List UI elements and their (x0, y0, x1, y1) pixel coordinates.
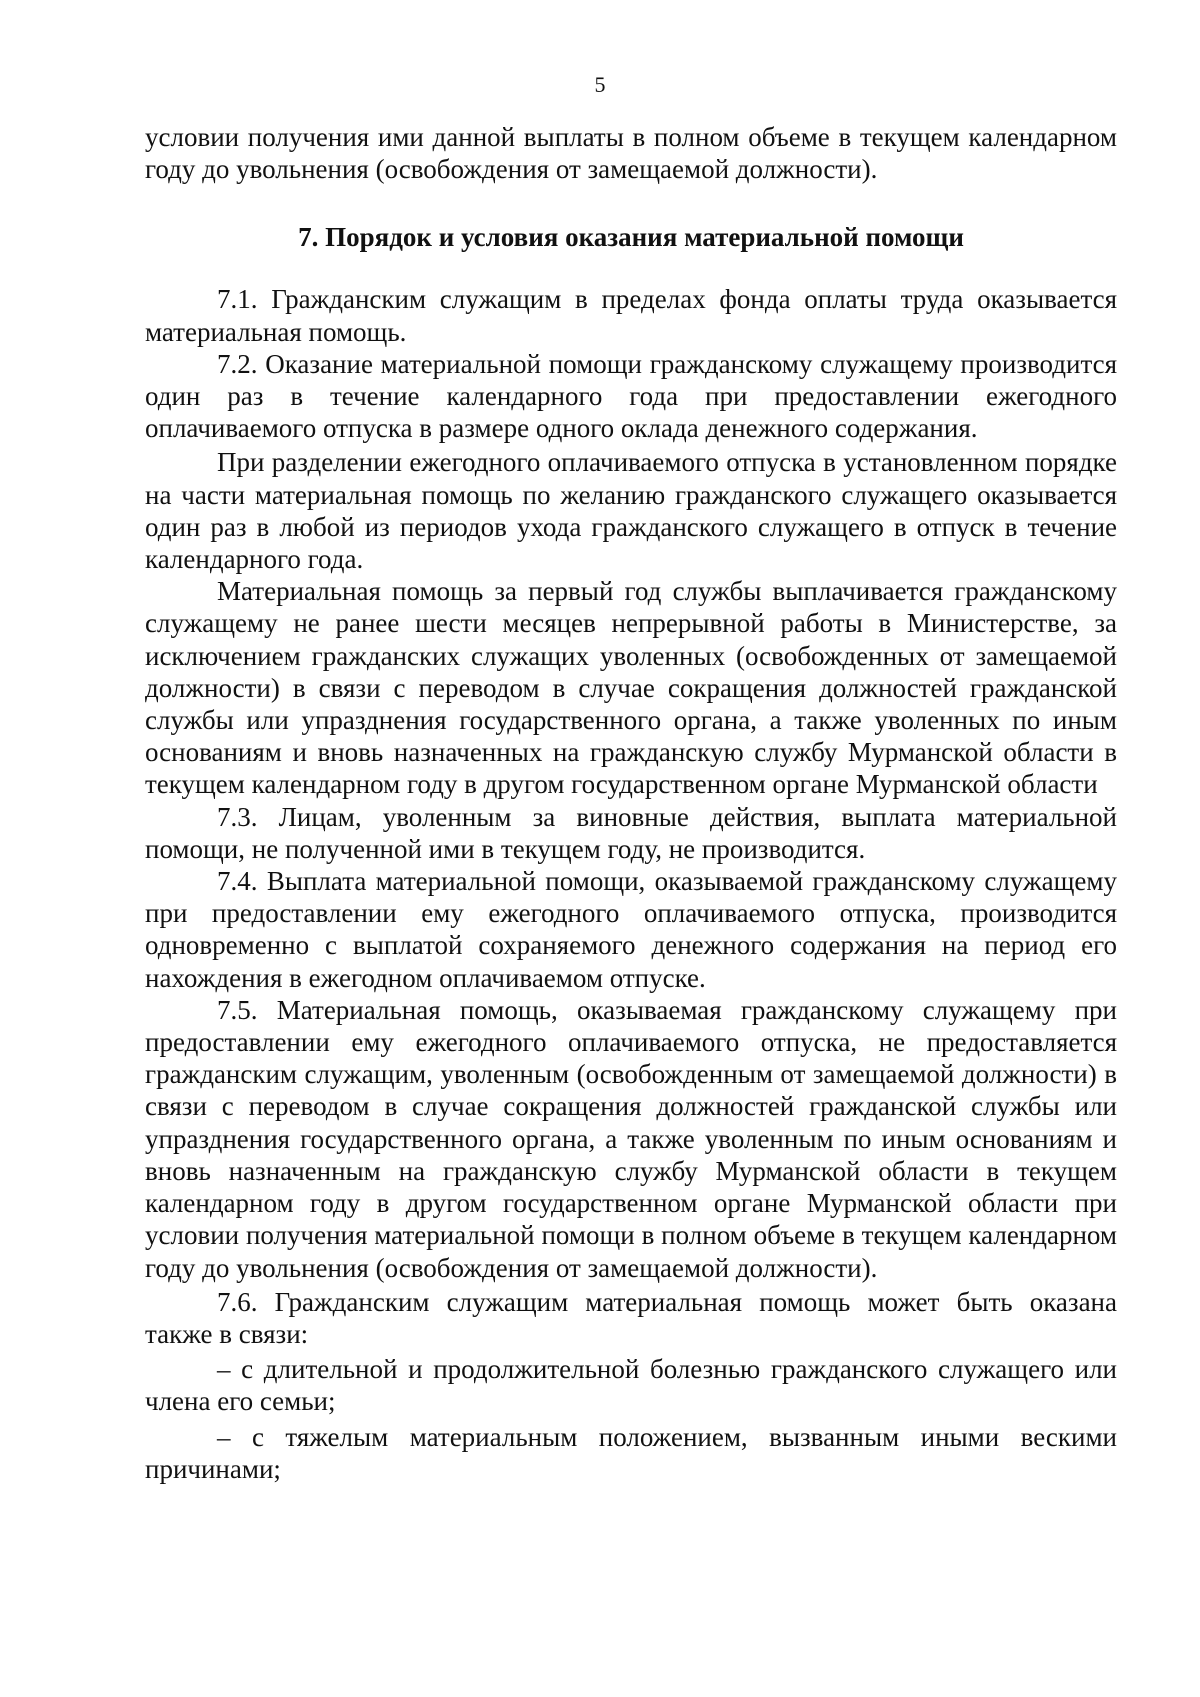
list-item: – с длительной и продолжительной болезнью гражданского служащего или члена его семьи; (145, 1354, 1117, 1417)
list-item: – с тяжелым материальным положением, вызванным иными вескими причинами; (145, 1421, 1117, 1484)
paragraph-7-2: 7.2. Оказание материальной помощи гражданскому служащему производится один раз в течение календарного года при предоставлении ежегодного оплачиваемого отпуска в размере одного оклада денежного содержания. (145, 348, 1117, 444)
page-number: 5 (594, 72, 606, 97)
paragraph-7-4: 7.4. Выплата материальной помощи, оказываемой гражданскому служащему при предоставлении ему ежегодного оплачиваемого отпуска, производится одновременно с выплатой сохраняемого денежного содержания на период его нахождения в ежегодном оплачиваемом отпуске. (145, 866, 1117, 993)
paragraph-7-6: 7.6. Гражданским служащим материальная помощь может быть оказана также в связи: (145, 1286, 1117, 1349)
intro-paragraph: условии получения ими данной выплаты в полном объеме в текущем календарном году до увольнения (освобождения от замещаемой должности). (145, 122, 1117, 185)
paragraph-7-3: 7.3. Лицам, уволенным за виновные действия, выплата материальной помощи, не полученной ими в текущем году, не производится. (145, 801, 1117, 864)
paragraph-7-2-first-year: Материальная помощь за первый год службы выплачивается гражданскому служащему не ранее шести месяцев непрерывной работы в Министерстве, за исключением гражданских служащих уволенных (освобожденных от замещаемой должности) в связи с переводом в случае сокращения должностей гражданской службы или упразднения государственного органа, а также уволенных по иным основаниям и вновь назначенных на гражданскую службу Мурманской области в текущем календарном году в другом государственном органе Мурманской области (145, 576, 1117, 800)
section-title: 7. Порядок и условия оказания материальной помощи (298, 222, 964, 253)
document-body (145, 121, 1117, 1485)
paragraph-7-5: 7.5. Материальная помощь, оказываемая гражданскому служащему при предоставлении ему ежегодного оплачиваемого отпуска, не предоставляется гражданским служащим, уволенным (освобожденным от замещаемой должности) в связи с переводом в случае сокращения должностей гражданской службы или упразднения государственного органа, а также уволенным по иным основаниям и вновь назначенным на гражданскую службу Мурманской области в текущем календарном году в другом государственном органе Мурманской области при условии получения материальной помощи в полном объеме в текущем календарном году до увольнения (освобождения от замещаемой должности). (145, 994, 1117, 1283)
paragraph-7-2-division: При разделении ежегодного оплачиваемого отпуска в установленном порядке на части материальная помощь по желанию гражданского служащего оказывается один раз в любой из периодов ухода гражданского служащего в отпуск в течение календарного года. (145, 447, 1117, 575)
paragraph-7-1: 7.1. Гражданским служащим в пределах фонда оплаты труда оказывается материальная помощь. (145, 284, 1117, 347)
